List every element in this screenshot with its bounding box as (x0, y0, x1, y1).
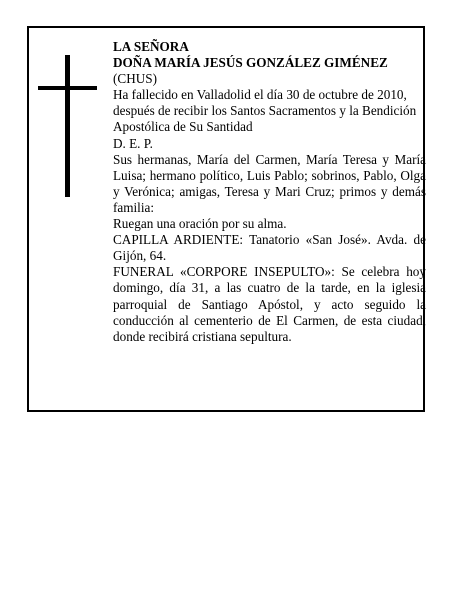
rip-line: D. E. P. (113, 135, 153, 151)
obituary-text (113, 39, 426, 345)
family-list: Sus hermanas, María del Carmen, María Teresa y María Luisa; hermano político, Luis Pablo; sobrinos, Pablo, Olga y Verónica; amigas, Teresa y Mari Cruz; primos y demás familia: (113, 151, 426, 215)
death-info: Ha fallecido en Valladolid el día 30 de octubre de 2010, después de recibir los Santos Sacramentos y la Bendición Apostólica de Su Santidad (113, 87, 417, 135)
deceased-nickname: (CHUS) (113, 71, 157, 87)
prayer-request: Ruegan una oración por su alma. (113, 216, 287, 232)
funeral-info: FUNERAL «CORPORE INSEPULTO»: Se celebra hoy domingo, día 31, a las cuatro de la tarde, en la iglesia parroquial de Santiago Apóstol, y acto seguido la conducción al cementerio de El Carmen, de esta ciudad, donde recibirá cristiana sepultura. (113, 264, 426, 344)
chapel-info: CAPILLA ARDIENTE: Tanatorio «San José». Avda. de Gijón, 64. (113, 232, 426, 264)
cross-horizontal-bar (38, 86, 97, 90)
notice-title: LA SEÑORA (113, 39, 189, 54)
deceased-name: DOÑA MARÍA JESÚS GONZÁLEZ GIMÉNEZ (113, 55, 388, 71)
cross-vertical-bar (65, 55, 70, 197)
